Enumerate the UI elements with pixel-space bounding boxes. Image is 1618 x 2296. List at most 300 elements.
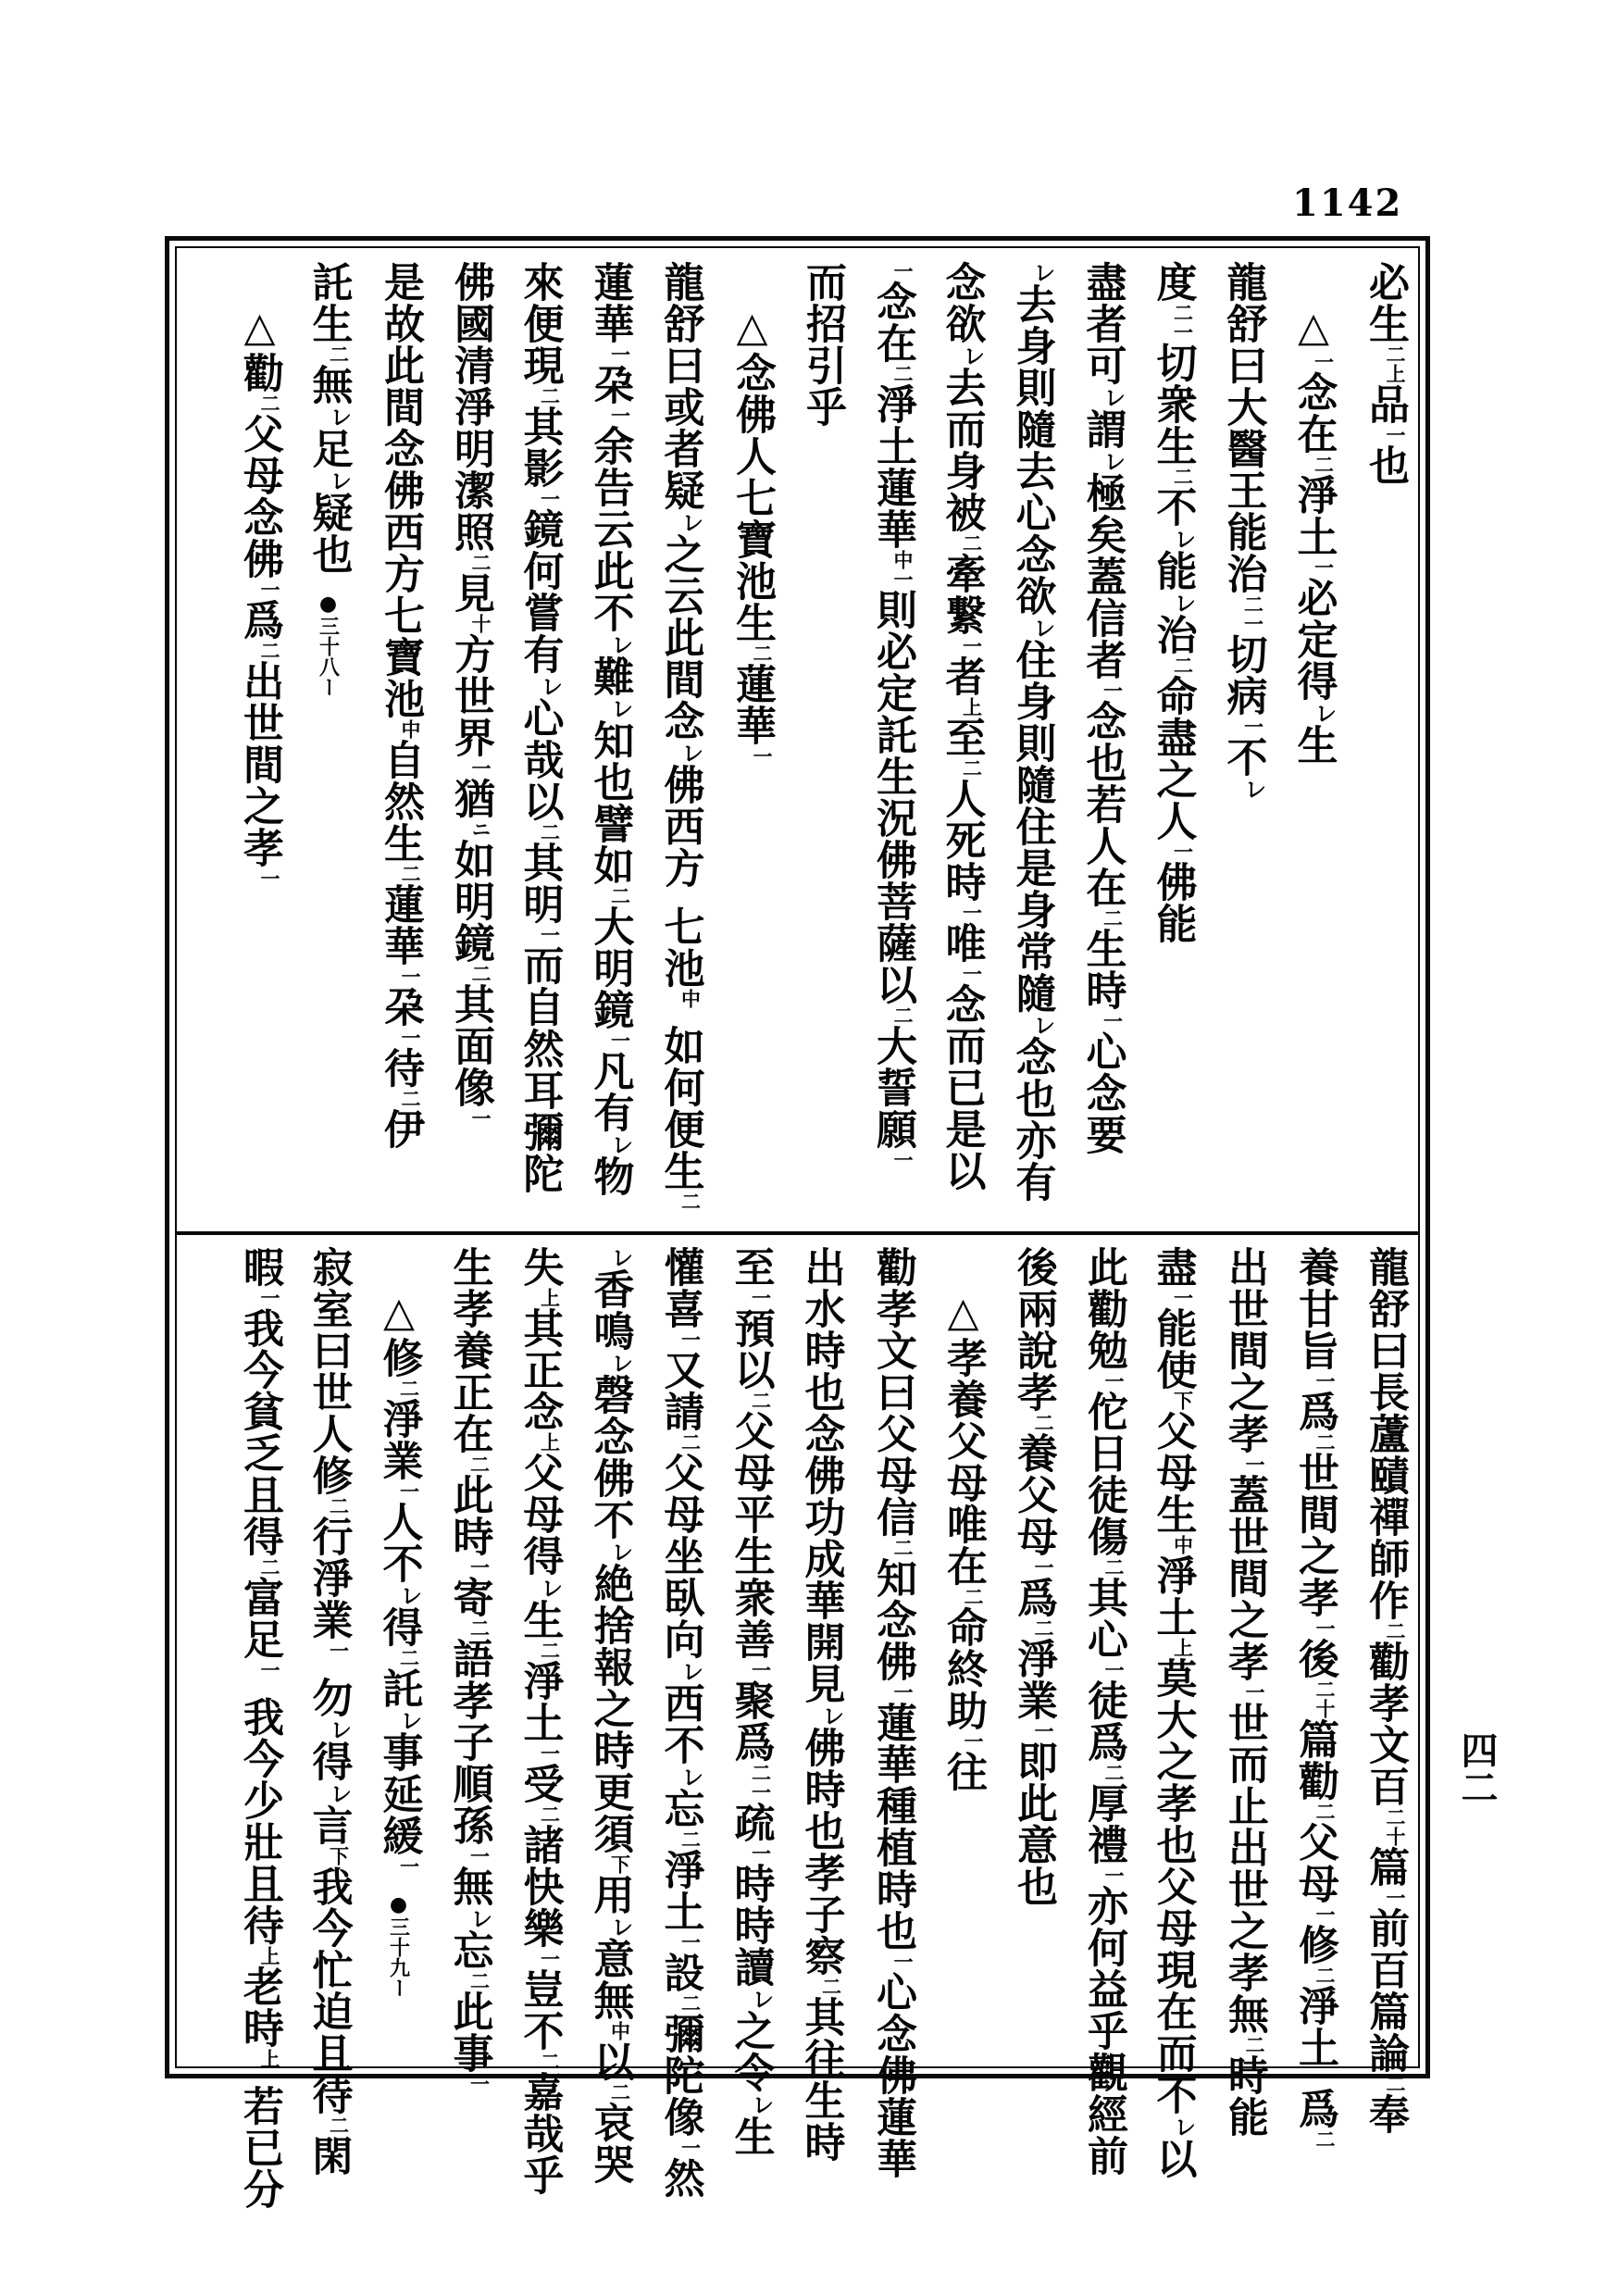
glyph: 乎	[516, 2154, 564, 2196]
glyph: 已	[236, 2127, 283, 2168]
glyph: 言	[305, 1804, 353, 1846]
glyph: 蓮	[728, 663, 776, 705]
kaeriten-mark: 一	[1241, 614, 1265, 633]
text-column	[990, 261, 1056, 1218]
glyph: 知	[586, 719, 634, 761]
glyph: 至	[938, 717, 986, 758]
glyph: 病	[1219, 675, 1267, 717]
kaeriten-mark: 一	[960, 964, 984, 983]
glyph: 蓮	[869, 467, 916, 508]
glyph: 極	[1078, 472, 1126, 514]
kaeriten-mark: 一	[1384, 425, 1407, 444]
glyph: 乏	[236, 1432, 283, 1474]
text-column	[1201, 1246, 1268, 2138]
glyph: 治	[1149, 614, 1197, 655]
glyph: 生	[305, 303, 353, 344]
kaeriten-mark: レ	[326, 1782, 353, 1804]
kaeriten-mark: 一	[258, 1660, 281, 1679]
glyph: 母	[236, 455, 283, 496]
glyph: 西	[656, 1682, 704, 1724]
kaeriten-mark: 下	[1171, 1391, 1195, 1410]
glyph: 者	[938, 655, 986, 697]
kaeriten-mark: 一	[469, 758, 492, 778]
glyph: 出	[1221, 1246, 1268, 1288]
kaeriten-mark: 一	[1243, 1454, 1266, 1474]
kaeriten-mark: 二	[891, 1538, 915, 1557]
glyph: 今	[236, 1738, 283, 1779]
glyph: 龍	[656, 261, 704, 303]
text-column	[1342, 261, 1409, 1218]
glyph: 爲	[1010, 1577, 1057, 1618]
glyph: 暇	[236, 1246, 283, 1288]
glyph: 而	[938, 408, 986, 450]
kaeriten-mark: 二	[678, 1192, 703, 1211]
kaeriten-mark: レ	[607, 1246, 634, 1268]
glyph: 何	[516, 550, 564, 592]
glyph: 而	[516, 944, 564, 986]
glyph: 定	[869, 672, 916, 714]
kaeriten-mark: 一	[467, 2074, 492, 2093]
glyph: 勸	[1080, 1288, 1127, 1329]
glyph: 得	[305, 1741, 353, 1782]
glyph: 語	[445, 1638, 493, 1679]
glyph: 淨	[375, 1398, 423, 1440]
kaeriten-mark: 二	[891, 364, 915, 383]
glyph: 即	[1010, 1741, 1057, 1782]
glyph: 且	[305, 2032, 353, 2074]
kaeriten-mark: 二	[467, 1618, 492, 1638]
glyph: 去	[1008, 450, 1056, 492]
glyph: 寶	[728, 518, 776, 560]
kaeriten-mark: 一	[1101, 1011, 1125, 1030]
glyph: 故	[377, 303, 424, 344]
kaeriten-mark: 下	[327, 1846, 351, 1866]
glyph: 國	[447, 303, 494, 344]
glyph: 老	[236, 1965, 283, 2007]
glyph: 出	[797, 1246, 845, 1288]
glyph: 曰	[656, 344, 704, 386]
kaeriten-mark: 一	[608, 344, 632, 364]
glyph: 生	[797, 2079, 845, 2121]
glyph: 心	[1078, 1030, 1126, 1072]
glyph: 照	[447, 511, 494, 553]
text-column	[990, 1246, 1057, 2059]
glyph: 孫	[445, 1804, 493, 1846]
text-column	[217, 1246, 283, 2210]
kaeriten-mark: 上	[960, 697, 984, 717]
glyph: 爲	[1080, 1721, 1127, 1763]
glyph: 生	[727, 2115, 775, 2157]
kaeriten-mark: 二	[1102, 1763, 1126, 1782]
glyph: 篇	[1362, 1846, 1409, 1888]
glyph: 父	[1149, 1866, 1197, 1907]
glyph: 在	[1078, 867, 1126, 908]
glyph: 徒	[1080, 1474, 1127, 1516]
glyph: 土	[1289, 516, 1338, 557]
glyph: 長	[1362, 1371, 1409, 1413]
glyph: 種	[869, 1785, 916, 1827]
glyph: 念	[516, 1391, 564, 1432]
glyph: 養	[445, 1329, 493, 1371]
kaeriten-mark: レ	[467, 1907, 493, 1929]
glyph: 品	[1362, 383, 1409, 425]
glyph: 疑	[656, 469, 704, 511]
glyph: 曰	[1362, 1329, 1409, 1371]
glyph: 彌	[656, 2013, 704, 2054]
kaeriten-mark: 二	[397, 1379, 421, 1398]
text-column	[639, 261, 702, 1218]
glyph: 生	[728, 602, 776, 643]
kaeriten-mark: 一	[258, 1288, 281, 1307]
kaeriten-mark: 一	[258, 868, 281, 888]
text-column	[568, 1246, 634, 2185]
glyph: 也	[1149, 1824, 1197, 1866]
glyph: 佛	[586, 1457, 634, 1499]
kaeriten-mark: 二	[1384, 1807, 1407, 1827]
kaeriten-mark: 二	[327, 1496, 351, 1516]
kaeriten-mark: 一	[1312, 352, 1336, 371]
glyph: 時	[869, 1868, 916, 1910]
kaeriten-mark: 二	[467, 1971, 492, 1990]
glyph: 間	[236, 743, 283, 785]
kaeriten-mark: 二	[1243, 2035, 1266, 2054]
glyph: 待	[305, 2074, 353, 2115]
kaeriten-mark: 上	[538, 1432, 562, 1452]
glyph: 哉	[516, 739, 564, 780]
kaeriten-mark: 中	[1171, 1535, 1195, 1554]
page-number-top: 1142	[1292, 181, 1403, 225]
text-column	[709, 261, 776, 1261]
glyph: 時	[938, 861, 986, 903]
glyph: 念	[1078, 700, 1126, 742]
glyph: 止	[1221, 1785, 1268, 1827]
glyph: 甘	[1291, 1288, 1338, 1329]
glyph: 益	[1080, 1968, 1127, 2010]
glyph: 在	[940, 1545, 987, 1587]
kaeriten-mark: 十	[1384, 1827, 1407, 1846]
kaeriten-mark: レ	[396, 1709, 423, 1731]
glyph: 使	[1149, 1349, 1197, 1391]
kaeriten-mark: レ	[678, 1660, 704, 1682]
glyph: 華	[869, 1743, 916, 1785]
glyph: 在	[1289, 413, 1338, 455]
glyph: 有	[1008, 1161, 1056, 1203]
glyph: 無	[586, 1979, 634, 2021]
kaeriten-mark: 一	[751, 746, 774, 766]
glyph: 絶	[586, 1563, 634, 1604]
glyph: 父	[1010, 1474, 1057, 1516]
glyph: 招	[799, 303, 846, 344]
glyph: 修	[1291, 1924, 1338, 1965]
kaeriten-mark: 一	[538, 1949, 562, 1968]
glyph: 世	[1291, 1452, 1338, 1493]
glyph: 且	[236, 1474, 283, 1516]
glyph: 則	[1008, 722, 1056, 764]
glyph: 池	[377, 678, 424, 719]
kaeriten-mark: レ	[1100, 450, 1126, 472]
glyph: 諸	[516, 1824, 564, 1866]
kaeriten-mark: 中	[399, 719, 422, 739]
glyph: 華	[869, 508, 916, 550]
glyph: 身	[1008, 889, 1056, 930]
glyph: 生	[516, 1599, 564, 1641]
glyph: 平	[727, 1493, 775, 1535]
glyph: 勸	[869, 1246, 916, 1288]
kaeriten-mark: 二	[1171, 655, 1195, 675]
glyph: 云	[656, 575, 704, 617]
kaeriten-mark: 二	[327, 2115, 351, 2135]
kaeriten-mark: 上	[258, 2049, 281, 2068]
glyph: 明	[447, 880, 494, 922]
glyph: 則	[1008, 367, 1056, 408]
kaeriten-mark: 一	[1312, 557, 1336, 577]
glyph: 說	[1010, 1329, 1057, 1371]
glyph: 母	[1149, 1452, 1197, 1493]
glyph: 意	[586, 1938, 634, 1979]
glyph: 信	[869, 1496, 916, 1538]
glyph: 若	[1078, 783, 1126, 825]
kaeriten-mark: 二	[749, 1763, 773, 1782]
glyph: 在	[869, 322, 916, 364]
text-column	[850, 261, 916, 1218]
glyph: 母	[1010, 1516, 1057, 1557]
glyph: 不	[586, 592, 634, 633]
glyph: 子	[797, 1893, 845, 1935]
glyph: 修	[375, 1337, 423, 1379]
glyph: 時	[727, 1904, 775, 1946]
text-column	[357, 261, 424, 1218]
glyph: 七	[728, 477, 776, 518]
glyph: 七	[377, 594, 424, 636]
glyph: 此	[586, 550, 634, 592]
glyph: 者	[1078, 639, 1126, 680]
glyph: 孝	[1362, 1682, 1409, 1724]
glyph: 孝	[445, 1288, 493, 1329]
glyph: 母	[516, 1493, 564, 1535]
glyph: 念	[938, 983, 986, 1025]
glyph: △	[1289, 304, 1338, 352]
kaeriten-mark: 中	[608, 2021, 632, 2040]
glyph: 像	[656, 2096, 704, 2138]
glyph: 往	[797, 2038, 845, 2079]
glyph: 必	[869, 630, 916, 672]
glyph: 有	[586, 1092, 634, 1133]
glyph: 能	[1219, 511, 1267, 553]
glyph: 死	[938, 819, 986, 861]
glyph: 之	[236, 785, 283, 827]
glyph: 人	[1149, 800, 1197, 842]
glyph: 或	[656, 386, 704, 428]
glyph: 母	[940, 1462, 987, 1504]
glyph: 人	[1078, 825, 1126, 867]
glyph: 蓮	[377, 883, 424, 925]
glyph: 切	[1219, 633, 1267, 675]
glyph: 業	[305, 1599, 353, 1641]
glyph: 生	[1362, 303, 1409, 344]
glyph: 能	[1149, 550, 1197, 592]
kaeriten-mark: 二	[538, 1804, 562, 1824]
glyph: 預	[727, 1307, 775, 1349]
glyph: 得	[375, 1606, 423, 1648]
kaeriten-mark: 二	[538, 386, 562, 406]
glyph: 爲	[1291, 1391, 1338, 1432]
glyph: 心	[869, 1971, 916, 2013]
text-column	[287, 261, 353, 1218]
glyph: 明	[516, 883, 564, 925]
glyph: 樂	[516, 1907, 564, 1949]
glyph: 常	[1008, 930, 1056, 972]
kaeriten-mark: 二	[327, 344, 351, 364]
glyph: 曰	[869, 1371, 916, 1413]
glyph: 時	[586, 1729, 634, 1771]
glyph: 隨	[1008, 408, 1056, 450]
glyph: 王	[1219, 469, 1267, 511]
kaeriten-mark: 一	[1313, 1371, 1337, 1391]
kaeriten-mark: 二	[962, 1587, 985, 1606]
glyph: 土	[656, 1890, 704, 1932]
text-column	[428, 1246, 493, 2093]
glyph: 爲	[1291, 2088, 1338, 2129]
glyph: 也	[305, 533, 353, 575]
glyph: 傷	[1080, 1516, 1127, 1557]
glyph: 勸	[1291, 1760, 1338, 1802]
glyph: 時	[445, 1516, 493, 1557]
glyph: 以	[727, 1349, 775, 1391]
kaeriten-mark: 上	[258, 1946, 281, 1965]
glyph: 佗	[1080, 1391, 1127, 1432]
glyph: 時	[236, 2007, 283, 2049]
glyph: 成	[797, 1538, 845, 1579]
glyph: 伊	[377, 1108, 424, 1150]
glyph: 今	[305, 1907, 353, 1949]
glyph: 厚	[1080, 1782, 1127, 1824]
kaeriten-mark: レ	[396, 1584, 423, 1606]
kaeriten-mark: レ	[1240, 778, 1267, 800]
glyph: 淨	[516, 1660, 564, 1702]
glyph: 佛	[236, 538, 283, 580]
glyph: 此	[445, 1990, 493, 2032]
glyph: 念	[236, 496, 283, 538]
glyph: 蓮	[586, 261, 634, 303]
glyph: 清	[447, 344, 494, 386]
glyph: 世	[1221, 1516, 1268, 1557]
kaeriten-mark: 二	[891, 1005, 915, 1025]
glyph: 間	[1221, 1329, 1268, 1371]
glyph: 功	[797, 1496, 845, 1538]
glyph: 徒	[1080, 1679, 1127, 1721]
glyph: 孝	[236, 827, 283, 868]
glyph: 治	[1219, 553, 1267, 594]
kaeriten-mark: レ	[326, 406, 353, 428]
glyph: 孝	[797, 1852, 845, 1893]
kaeriten-mark: 一	[678, 2138, 703, 2157]
kaeriten-mark: 一	[891, 261, 915, 281]
glyph: 必	[1289, 577, 1338, 618]
glyph: 是	[377, 261, 424, 303]
glyph: 行	[305, 1516, 353, 1557]
glyph: 此	[656, 617, 704, 658]
glyph: 人	[305, 1413, 353, 1454]
glyph: 鏡	[586, 989, 634, 1030]
glyph: 之	[586, 1688, 634, 1729]
kaeriten-mark: 二	[1313, 2129, 1337, 2149]
kaeriten-mark: 一	[1102, 1371, 1126, 1391]
glyph: 是	[1008, 847, 1056, 889]
glyph: 住	[1008, 639, 1056, 680]
kaeriten-mark: 下	[608, 1854, 632, 1874]
glyph: 引	[799, 344, 846, 386]
glyph: 耳	[516, 1069, 564, 1111]
glyph: 能	[1149, 1307, 1197, 1349]
glyph: 日	[1080, 1432, 1127, 1474]
kaeriten-mark: 二	[258, 641, 281, 660]
glyph: 捨	[586, 1604, 634, 1646]
glyph: 人	[375, 1501, 423, 1542]
kaeriten-mark: 一	[960, 903, 984, 922]
kaeriten-mark: レ	[326, 469, 353, 492]
glyph: 以	[1149, 2138, 1197, 2179]
glyph: 朶	[586, 364, 634, 406]
glyph: 明	[586, 947, 634, 989]
glyph: 華	[869, 2138, 916, 2179]
kaeriten-mark: 一	[1171, 1288, 1195, 1307]
glyph: 影	[516, 447, 564, 489]
glyph: 是	[938, 1108, 986, 1150]
glyph: 孝	[1291, 1577, 1338, 1618]
glyph: 切	[1149, 342, 1197, 383]
text-column	[1272, 1246, 1338, 2149]
glyph: 陀	[516, 1153, 564, 1194]
glyph: 何	[656, 1067, 704, 1108]
glyph: 者	[1078, 303, 1126, 344]
glyph: 讀	[727, 1946, 775, 1988]
glyph: 念	[377, 428, 424, 469]
kaeriten-mark: レ	[537, 675, 564, 697]
glyph: 忘	[656, 1788, 704, 1829]
glyph: 猶	[447, 778, 494, 819]
glyph: 待	[236, 1904, 283, 1946]
kaeriten-mark: 中	[891, 550, 915, 569]
glyph: 用	[586, 1874, 634, 1915]
glyph: 蓋	[1078, 555, 1126, 597]
glyph: 曰	[305, 1329, 353, 1371]
glyph: 母	[727, 1452, 775, 1493]
glyph: 可	[1078, 344, 1126, 386]
kaeriten-mark: 一	[1243, 1682, 1266, 1702]
glyph: 時	[797, 1768, 845, 1810]
kaeriten-mark: レ	[1170, 528, 1197, 550]
kaeriten-mark: レ	[607, 633, 634, 655]
glyph: 念	[656, 700, 704, 742]
kaeriten-mark: 一	[1102, 1866, 1126, 1885]
glyph: 寂	[305, 1246, 353, 1288]
glyph: 此	[445, 1474, 493, 1516]
glyph: 也	[797, 1810, 845, 1852]
kaeriten-mark: レ	[678, 1766, 704, 1788]
glyph: 且	[236, 1863, 283, 1904]
glyph: 無	[1221, 1993, 1268, 2035]
glyph: 其	[447, 983, 494, 1025]
glyph: 正	[445, 1371, 493, 1413]
glyph: 念	[728, 352, 776, 393]
kaeriten-mark: レ	[607, 1352, 634, 1374]
glyph: 方	[377, 553, 424, 594]
glyph: 延	[375, 1773, 423, 1815]
glyph: 云	[586, 508, 634, 550]
glyph: 母	[1149, 1907, 1197, 1949]
glyph: 身	[1008, 680, 1056, 722]
kaeriten-mark: 中	[678, 989, 703, 1008]
